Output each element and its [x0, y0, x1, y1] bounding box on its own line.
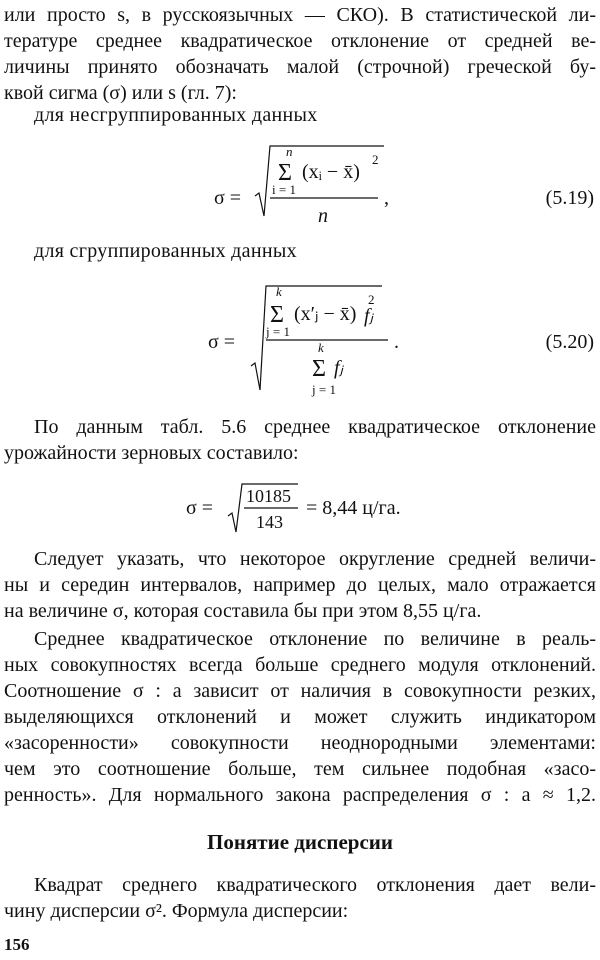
eq519-sum: Σ	[278, 160, 292, 186]
section-heading: Понятие дисперсии	[207, 830, 393, 854]
eq520-den-bottom-limit: j = 1	[312, 382, 336, 397]
label-ungrouped: для несгруппированных данных	[34, 104, 318, 126]
text-line: урожайности зерновых составило:	[4, 442, 299, 464]
text-line: выделяющихся отклонений и может служить индикатором	[4, 706, 596, 728]
formula-5-20	[0, 278, 600, 398]
text-line: «засоренности» совокупности неоднородными элементами:	[4, 732, 596, 754]
eq519-denominator: n	[318, 205, 328, 227]
eqv-sigma: σ =	[186, 497, 214, 519]
text-line: ных совокупностях всегда больше среднего модуля отклонений.	[4, 654, 596, 676]
eq520-term: (x′ⱼ − x̄)	[294, 303, 357, 325]
text-line: чину дисперсии σ². Формула дисперсии:	[4, 900, 349, 922]
eq519-bottom-limit: i = 1	[272, 182, 296, 197]
eq520-den-top-limit: k	[318, 340, 324, 355]
eq520-sigma: σ =	[208, 331, 236, 353]
eq519-top-limit: n	[286, 144, 293, 159]
formula-5-19	[0, 138, 600, 234]
eq520-number: (5.20)	[545, 331, 594, 353]
eq520-power: 2	[368, 292, 375, 307]
text-line: ренность». Для нормального закона распределения σ : a ≈ 1,2.	[4, 784, 596, 806]
text-line: Среднее квадратическое отклонение по величине в реаль-	[34, 628, 596, 650]
page-number: 156	[4, 935, 30, 954]
eqv-numerator: 10185	[246, 486, 291, 506]
formula-sigma-value	[0, 480, 600, 540]
text-line: чем это соотношение больше, тем сильнее подобная «засо-	[4, 758, 596, 780]
text-line: Следует указать, что некоторое округление средней величи-	[34, 548, 596, 570]
label-grouped: для сгруппированных данных	[34, 240, 297, 262]
text-line: на величине σ, которая составила бы при этом 8,55 ц/га.	[4, 600, 482, 622]
eq519-sigma: σ =	[214, 187, 242, 209]
eq519-number: (5.19)	[545, 187, 594, 209]
eq520-den-term: fⱼ	[334, 357, 344, 379]
text-line: квой сигма (σ) или s (гл. 7):	[4, 82, 237, 104]
text-line: личины принято обозначать малой (строчной) греческой бу-	[4, 56, 596, 78]
eq519-term: (xᵢ − x̄)	[302, 161, 360, 183]
eq519-trail: ,	[384, 187, 389, 209]
eq519-power: 2	[372, 152, 379, 167]
text-line: ны и середин интервалов, например до целых, мало отражается	[4, 574, 596, 596]
text-line: Соотношение σ : a зависит от наличия в совокупности резких,	[4, 680, 596, 702]
eq520-den-sum: Σ	[312, 356, 326, 382]
eqv-result: = 8,44 ц/га.	[306, 497, 401, 519]
eqv-denominator: 143	[256, 512, 283, 532]
eq520-bottom-limit: j = 1	[266, 324, 290, 339]
text-line: Квадрат среднего квадратического отклонения дает вели-	[34, 874, 596, 896]
text-line: По данным табл. 5.6 среднее квадратическое отклонение	[34, 416, 596, 438]
text-line: или просто s, в русскоязычных — СКО). В статистической ли-	[4, 4, 596, 26]
eq520-trail: .	[394, 331, 399, 353]
text-line: тературе среднее квадратическое отклонение от средней ве-	[4, 30, 596, 52]
eq520-sum: Σ	[270, 302, 284, 328]
eq520-top-limit: k	[276, 284, 282, 299]
eq520-weight: fⱼ	[364, 305, 374, 327]
